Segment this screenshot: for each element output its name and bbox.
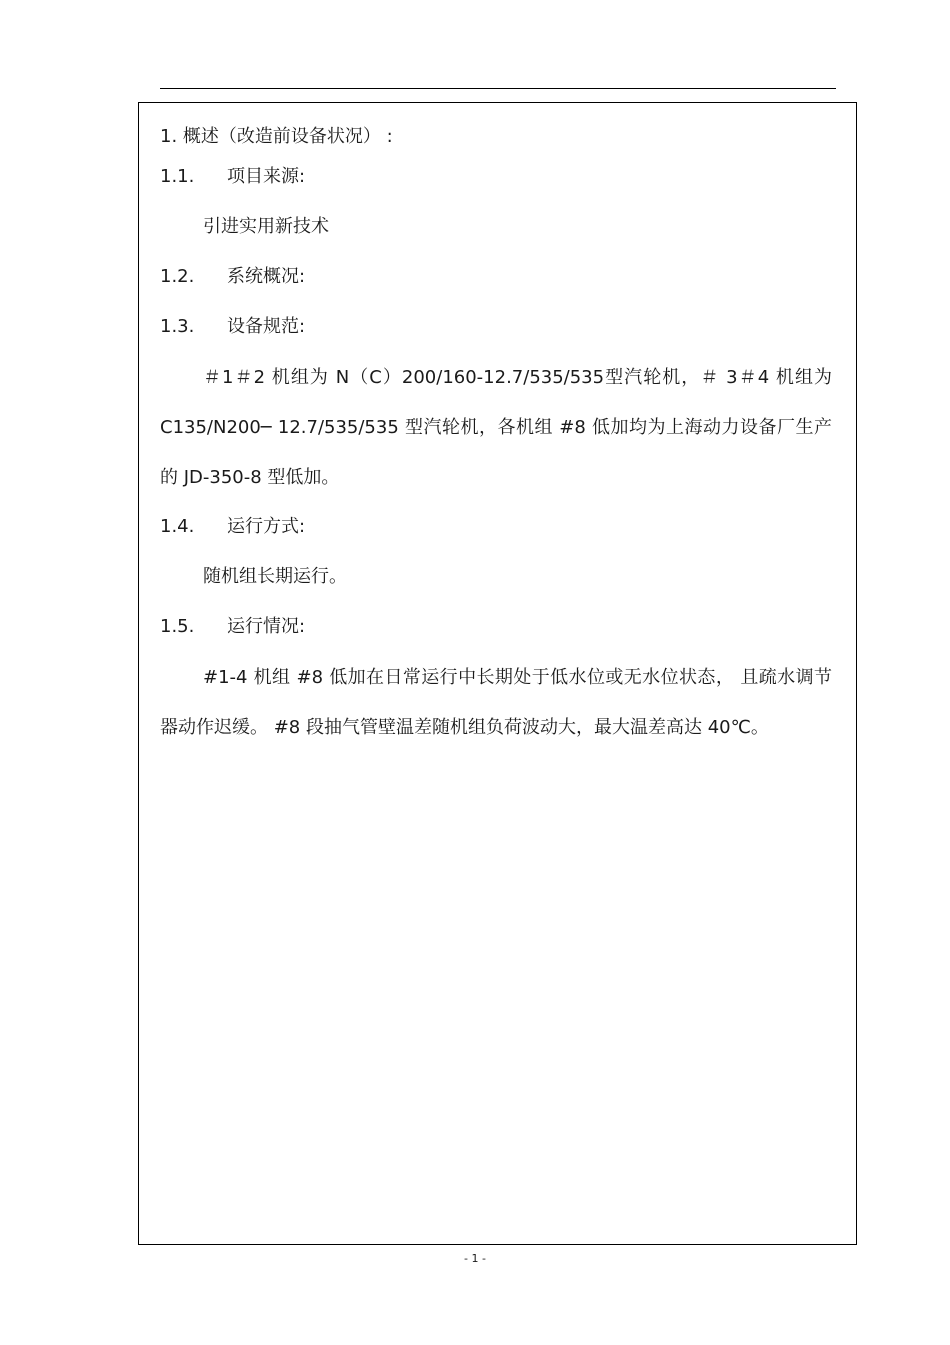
section-1-3-paragraph: ＃1＃2 机组为 N（C）200/160-12.7/535/535型汽轮机，＃ 3＃4 机组为 C135/N200─ 12.7/535/535 型汽轮机，各机组 #8 低加均为上海动力设备厂生产的 JD-350-8 型低加。 [160,367,832,488]
section-number: 1.5. [160,616,195,637]
section-number: 1.3. [160,316,195,337]
page-number: - 1 - [464,1252,486,1265]
section-number: 1.1. [160,166,195,187]
header-rule [160,88,836,89]
section-1-5-paragraph: #1-4 机组 #8 低加在日常运行中长期处于低水位或无水位状态， 且疏水调节器动作迟缓。 #8 段抽气管壁温差随机组负荷波动大，最大温差高达 40℃。 [160,667,832,738]
section-1-4-text: 随机组长期运行。 [203,566,347,587]
section-1-1-text: 引进实用新技术 [203,216,329,237]
section-1-4-heading [160,515,305,539]
section-title: 项目来源: [227,166,306,187]
section-number: 1.2. [160,266,195,287]
section-number: 1.4. [160,516,195,537]
section-title: 设备规范: [227,316,306,337]
section-1-1-heading [160,165,305,189]
section-title: 运行情况: [227,616,306,637]
section-1-5-heading [160,615,305,639]
section-title: 系统概况: [227,266,306,287]
section-title: 运行方式: [227,516,306,537]
section-1-2-heading [160,265,305,289]
section-1-heading: 1. 概述（改造前设备状况） : [160,126,393,147]
section-1-3-heading [160,315,305,339]
